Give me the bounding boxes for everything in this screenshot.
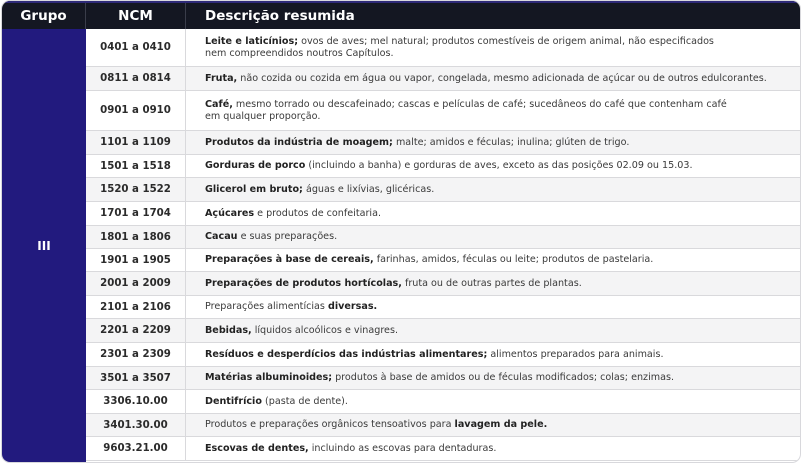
ncm-code: 2201 a 2209 (86, 319, 186, 342)
ncm-code: 1801 a 1806 (86, 226, 186, 248)
ncm-code: 9603.21.00 (86, 437, 186, 460)
description-text: Preparações alimentícias (205, 301, 328, 312)
ncm-code: 2001 a 2009 (86, 272, 186, 295)
ncm-code: 1101 a 1109 (86, 131, 186, 154)
description-bold: lavagem da pele. (454, 419, 548, 430)
description-bold: Bebidas, (205, 324, 252, 336)
grupo-cell (2, 29, 86, 462)
description-text: não cozida ou cozida em água ou vapor, congelada, mesmo adicionada de açúcar ou de outros edulcorantes. (237, 72, 767, 84)
table-row (86, 178, 800, 202)
description (186, 390, 800, 413)
description-text: alimentos preparados para animais. (487, 348, 664, 360)
description-text: ovos de aves; mel natural; produtos comestíveis de origem animal, não especificados (298, 35, 714, 47)
description-bold: Resíduos e desperdícios das indústrias alimentares; (205, 348, 488, 360)
ncm-code: 0401 a 0410 (86, 29, 186, 66)
description-text: farinhas, amidos, féculas ou leite; produtos de pastelaria. (373, 254, 654, 265)
description (186, 155, 800, 177)
description-bold: Escovas de dentes, (205, 442, 309, 454)
description-bold: Leite e laticínios; (205, 35, 299, 47)
description-text: produtos à base de amidos ou de féculas modificados; colas; enzimas. (332, 372, 675, 383)
description-text: incluindo as escovas para dentaduras. (308, 442, 497, 454)
description-text: águas e lixívias, glicéricas. (302, 183, 435, 195)
description-bold: Matérias albuminoides; (205, 372, 333, 383)
description (186, 414, 800, 436)
table-row (86, 202, 800, 226)
header-grupo: Grupo (2, 3, 86, 29)
table-row (86, 226, 800, 249)
description-bold: Cacau (205, 231, 238, 242)
description-text: (incluindo a banha) e gorduras de aves, exceto as das posições 02.09 ou 15.03. (305, 160, 693, 171)
table-body (86, 29, 800, 461)
description (186, 178, 800, 201)
table-row (86, 390, 800, 414)
description (186, 29, 800, 66)
description-bold: Preparações de produtos hortícolas, (205, 277, 402, 289)
description (186, 343, 800, 366)
ncm-code: 1701 a 1704 (86, 202, 186, 225)
ncm-code: 1520 a 1522 (86, 178, 186, 201)
description (186, 272, 800, 295)
description (186, 91, 800, 130)
table-header (2, 1, 800, 29)
ncm-code: 2301 a 2309 (86, 343, 186, 366)
description (186, 319, 800, 342)
grupo-value: III (37, 238, 51, 253)
ncm-code: 1901 a 1905 (86, 249, 186, 271)
table-row (86, 296, 800, 319)
description-text-line2: em qualquer proporção. (205, 110, 321, 122)
header-descricao: Descrição resumida (205, 8, 355, 24)
description-text: e suas preparações. (237, 231, 338, 242)
ncm-table (2, 1, 800, 462)
description (186, 67, 800, 90)
description-text: fruta ou de outras partes de plantas. (401, 277, 582, 289)
table-row (86, 91, 800, 131)
description (186, 249, 800, 271)
table-row (86, 29, 800, 67)
description-bold: Produtos da indústria de moagem; (205, 136, 393, 148)
description-bold: Café, (205, 98, 233, 110)
table-row (86, 272, 800, 296)
description (186, 226, 800, 248)
description-bold: Preparações à base de cereais, (205, 254, 374, 265)
table-row (86, 437, 800, 461)
table-row (86, 319, 800, 343)
table-row (86, 343, 800, 367)
description (186, 202, 800, 225)
ncm-code: 2101 a 2106 (86, 296, 186, 318)
ncm-code: 0811 a 0814 (86, 67, 186, 90)
description-text: malte; amidos e féculas; inulina; glúten de trigo. (392, 136, 630, 148)
table-row (86, 131, 800, 155)
table-row (86, 367, 800, 390)
ncm-code: 1501 a 1518 (86, 155, 186, 177)
description-text: Produtos e preparações orgânicos tensoativos para (205, 419, 455, 430)
description (186, 367, 800, 389)
ncm-code: 3501 a 3507 (86, 367, 186, 389)
description-bold: Gorduras de porco (205, 160, 306, 171)
description-bold: Fruta, (205, 72, 238, 84)
description (186, 437, 800, 460)
description-text: mesmo torrado ou descafeinado; cascas e películas de café; sucedâneos do café que contenham café (232, 98, 727, 110)
table-row (86, 67, 800, 91)
table-row (86, 155, 800, 178)
description-bold: Açúcares (205, 207, 255, 219)
description-bold: Dentifrício (205, 395, 262, 407)
description-bold: Glicerol em bruto; (205, 183, 303, 195)
table-row (86, 249, 800, 272)
description-text: e produtos de confeitaria. (254, 207, 381, 219)
description (186, 131, 800, 154)
description-bold: diversas. (327, 301, 378, 312)
description-text: (pasta de dente). (261, 395, 348, 407)
header-ncm: NCM (86, 3, 186, 29)
ncm-code: 3401.30.00 (86, 414, 186, 436)
table-row (86, 414, 800, 437)
ncm-code: 0901 a 0910 (86, 91, 186, 130)
description-text-line2: nem compreendidos noutros Capítulos. (205, 47, 394, 59)
description-text: líquidos alcoólicos e vinagres. (251, 324, 399, 336)
ncm-code: 3306.10.00 (86, 390, 186, 413)
description (186, 296, 800, 318)
